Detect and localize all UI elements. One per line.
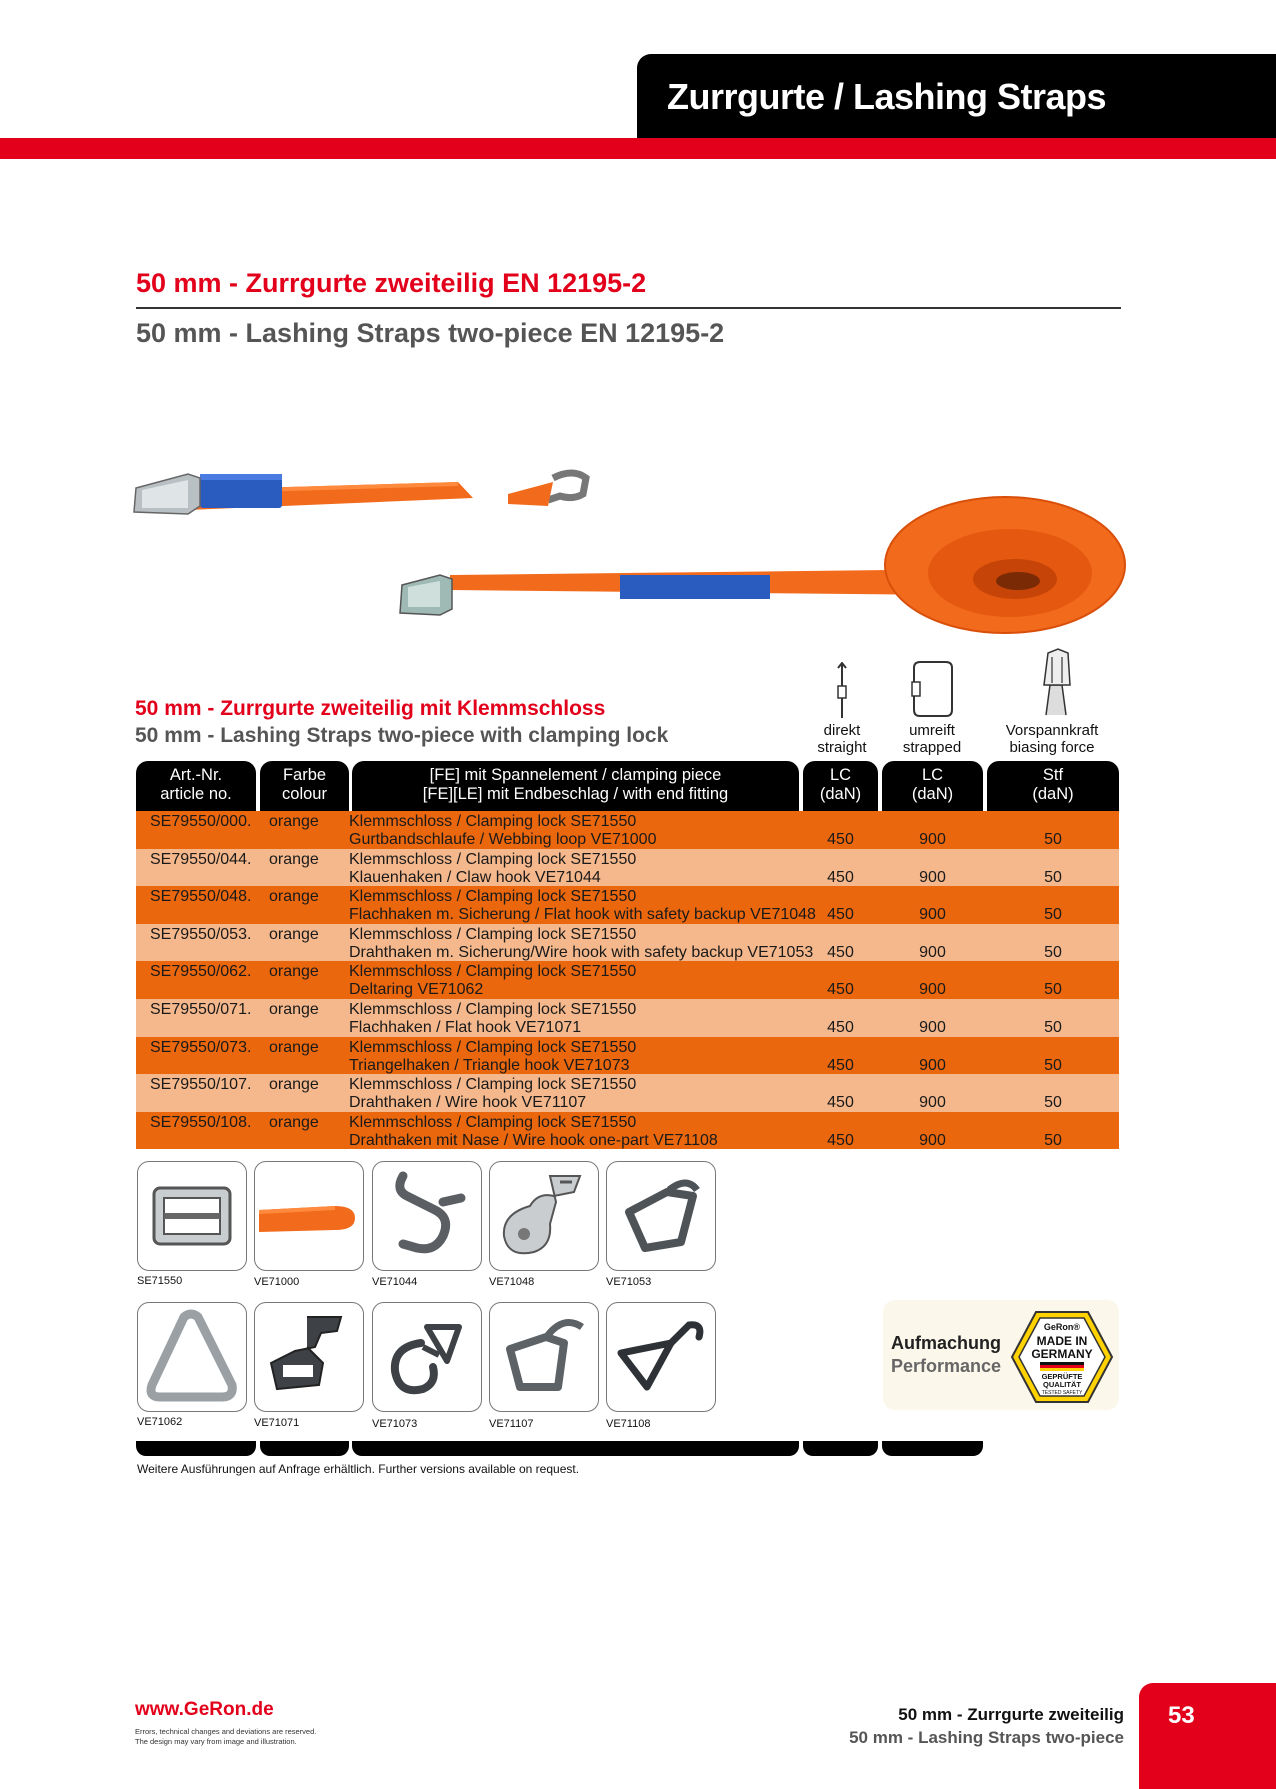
- article-no: SE79550/107.: [150, 1076, 252, 1094]
- colour: orange: [269, 925, 319, 943]
- lc-straight: 450: [827, 943, 854, 961]
- lc-strapped: 900: [919, 1019, 946, 1036]
- article-no: SE79550/053.: [150, 925, 252, 943]
- delta-ring-icon: [137, 1302, 247, 1412]
- article-no: SE79550/048.: [150, 888, 252, 906]
- colour: orange: [269, 963, 319, 981]
- fitting-fe: Klemmschloss / Clamping lock SE71550: [349, 925, 637, 943]
- table-row: [136, 924, 1119, 962]
- svg-text:GeRon®: GeRon®: [1043, 1322, 1081, 1332]
- fitting-le: Flachhaken / Flat hook VE71071: [349, 1019, 582, 1036]
- table-row: [136, 1037, 1119, 1075]
- fitting-le: Drahthaken m. Sicherung/Wire hook with safety backup VE71053: [349, 943, 814, 961]
- ratchet-icon: [1032, 645, 1080, 719]
- lc-strapped: 900: [919, 906, 946, 924]
- triangle-hook-icon: [372, 1302, 482, 1412]
- fitting-fe: Klemmschloss / Clamping lock SE71550: [349, 813, 637, 830]
- footer-title-en: 50 mm - Lashing Straps two-piece: [849, 1728, 1124, 1747]
- table-header-fittings: [FE] mit Spannelement / clamping piece [FE][LE] mit Endbeschlag / with end fitting: [352, 761, 799, 811]
- stf: 50: [1044, 943, 1062, 961]
- flat-hook-icon: [254, 1302, 364, 1412]
- fitting-code: VE71053: [606, 1276, 652, 1288]
- lc-straight: 450: [827, 981, 854, 999]
- table-footer-bar: [352, 1441, 799, 1456]
- fitting-le: Drahthaken mit Nase / Wire hook one-part VE71108: [349, 1131, 718, 1149]
- fitting-fe: Klemmschloss / Clamping lock SE71550: [349, 1001, 637, 1018]
- fitting-code: VE71062: [137, 1416, 183, 1428]
- lc-straight: 450: [827, 1056, 854, 1074]
- table-row: [136, 849, 1119, 887]
- fitting-le: Flachhaken m. Sicherung / Flat hook with safety backup VE71048: [349, 906, 816, 924]
- lc-strapped: 900: [919, 831, 946, 848]
- table-row: [136, 886, 1119, 924]
- strapped-lashing-icon: [908, 656, 958, 720]
- table-header-lc-strapped: LC (daN): [882, 761, 983, 811]
- lc-straight: 450: [827, 831, 854, 848]
- colour: orange: [269, 850, 319, 868]
- fitting-le: Triangelhaken / Triangle hook VE71073: [349, 1056, 630, 1074]
- lc-straight: 450: [827, 1019, 854, 1036]
- lc-strapped: 900: [919, 1094, 946, 1112]
- claw-hook-icon: [372, 1161, 482, 1271]
- fitting-fe: Klemmschloss / Clamping lock SE71550: [349, 850, 637, 868]
- fitting-le: Drahthaken / Wire hook VE71107: [349, 1094, 587, 1112]
- article-no: SE79550/073.: [150, 1038, 252, 1056]
- fitting-code: VE71044: [372, 1276, 418, 1288]
- header-red-band: [0, 138, 1276, 159]
- svg-text:GERMANY: GERMANY: [1031, 1347, 1093, 1361]
- stf: 50: [1044, 981, 1062, 999]
- article-no: SE79550/044.: [150, 850, 252, 868]
- colour: orange: [269, 813, 319, 830]
- page-number-tab: [1139, 1683, 1276, 1789]
- lc-strapped: 900: [919, 1131, 946, 1149]
- lc-straight: 450: [827, 868, 854, 886]
- page-header-title: Zurrgurte / Lashing Straps: [667, 76, 1107, 117]
- stf: 50: [1044, 1094, 1062, 1112]
- subsection-title-de: 50 mm - Zurrgurte zweiteilig mit Klemmschloss: [135, 697, 606, 720]
- fitting-fe: Klemmschloss / Clamping lock SE71550: [349, 1113, 637, 1131]
- svg-text:MADE IN: MADE IN: [1036, 1334, 1088, 1348]
- fitting-fe: Klemmschloss / Clamping lock SE71550: [349, 1076, 637, 1094]
- stf: 50: [1044, 1131, 1062, 1149]
- table-row: [136, 811, 1119, 849]
- colour: orange: [269, 1001, 319, 1018]
- fitting-le: Gurtbandschlaufe / Webbing loop VE71000: [349, 831, 657, 848]
- stf: 50: [1044, 868, 1062, 886]
- fitting-fe: Klemmschloss / Clamping lock SE71550: [349, 1038, 637, 1056]
- performance-label-de: Aufmachung: [891, 1333, 1001, 1353]
- table-footer-bar: [882, 1441, 983, 1456]
- stf: 50: [1044, 831, 1062, 848]
- stf: 50: [1044, 1056, 1062, 1074]
- lc-strapped: 900: [919, 943, 946, 961]
- colour: orange: [269, 1038, 319, 1056]
- fitting-code: VE71107: [489, 1418, 534, 1430]
- article-no: SE79550/000.: [150, 813, 252, 830]
- article-no: SE79550/071.: [150, 1001, 252, 1018]
- lc-straight: 450: [827, 906, 854, 924]
- fitting-fe: Klemmschloss / Clamping lock SE71550: [349, 963, 637, 981]
- section-title-en: 50 mm - Lashing Straps two-piece EN 12195-2: [136, 318, 725, 348]
- colour: orange: [269, 1113, 319, 1131]
- section-title-de: 50 mm - Zurrgurte zweiteilig EN 12195-2: [136, 268, 647, 298]
- table-row: [136, 999, 1119, 1037]
- lc-straight: 450: [827, 1094, 854, 1112]
- colour: orange: [269, 1076, 319, 1094]
- lc-strapped: 900: [919, 868, 946, 886]
- product-photo-strap-roll: [390, 475, 1130, 635]
- footer-title-de: 50 mm - Zurrgurte zweiteilig: [898, 1705, 1124, 1724]
- fitting-le: Deltaring VE71062: [349, 981, 484, 999]
- straight-lashing-icon: [826, 662, 858, 720]
- wire-hook-safety-icon: [606, 1161, 716, 1271]
- flat-hook-safety-icon: [489, 1161, 599, 1271]
- wire-hook-one-part-icon: [606, 1302, 716, 1412]
- fitting-code: VE71071: [254, 1417, 300, 1429]
- table-footer-bar: [803, 1441, 878, 1456]
- clamping-lock-icon: [137, 1161, 247, 1271]
- wire-hook-icon: [489, 1302, 599, 1412]
- colour: orange: [269, 888, 319, 906]
- svg-text:QUALITÄT: QUALITÄT: [1043, 1380, 1081, 1389]
- table-footer-bar: [260, 1441, 349, 1456]
- table-header-article: Art.-Nr. article no.: [136, 761, 256, 811]
- further-versions-note: Weitere Ausführungen auf Anfrage erhältlich. Further versions available on request.: [137, 1462, 580, 1476]
- stf: 50: [1044, 906, 1062, 924]
- table-row: [136, 961, 1119, 999]
- webbing-loop-icon: [254, 1161, 364, 1271]
- fitting-code: VE71000: [254, 1276, 300, 1288]
- svg-text:TESTED SAFETY: TESTED SAFETY: [1041, 1390, 1083, 1396]
- fitting-code: VE71108: [606, 1418, 651, 1430]
- mode-label-strapped: umreift strapped: [902, 722, 962, 756]
- subsection-title-en: 50 mm - Lashing Straps two-piece with clamping lock: [135, 724, 669, 747]
- article-no: SE79550/062.: [150, 963, 252, 981]
- title-divider: [136, 307, 1121, 309]
- mode-label-straight: direkt straight: [817, 722, 867, 756]
- table-footer-bar: [136, 1441, 256, 1456]
- table-header-lc-straight: LC (daN): [803, 761, 878, 811]
- performance-label-en: Performance: [891, 1356, 1002, 1376]
- fitting-fe: Klemmschloss / Clamping lock SE71550: [349, 888, 637, 906]
- article-no: SE79550/108.: [150, 1113, 252, 1131]
- table-header-colour: Farbe colour: [260, 761, 349, 811]
- svg-text:GEPRÜFTE: GEPRÜFTE: [1041, 1372, 1083, 1381]
- lc-strapped: 900: [919, 1056, 946, 1074]
- fitting-code: SE71550: [137, 1275, 183, 1287]
- fitting-code: VE71048: [489, 1276, 535, 1288]
- website-link[interactable]: www.GeRon.de: [135, 1699, 274, 1720]
- lc-strapped: 900: [919, 981, 946, 999]
- table-header-stf: Stf (daN): [987, 761, 1119, 811]
- fitting-le: Klauenhaken / Claw hook VE71044: [349, 868, 601, 886]
- mode-label-biasing-force: Vorspannkraft biasing force: [1005, 722, 1099, 756]
- table-row: [136, 1112, 1119, 1150]
- stf: 50: [1044, 1019, 1062, 1036]
- disclaimer: Errors, technical changes and deviations are reserved. The design may vary from image and illustration.: [135, 1727, 317, 1746]
- table-row: [136, 1074, 1119, 1112]
- fitting-code: VE71073: [372, 1418, 418, 1430]
- lc-straight: 450: [827, 1131, 854, 1149]
- made-in-germany-seal-icon: [1010, 1310, 1114, 1404]
- page-number: 53: [1168, 1702, 1195, 1729]
